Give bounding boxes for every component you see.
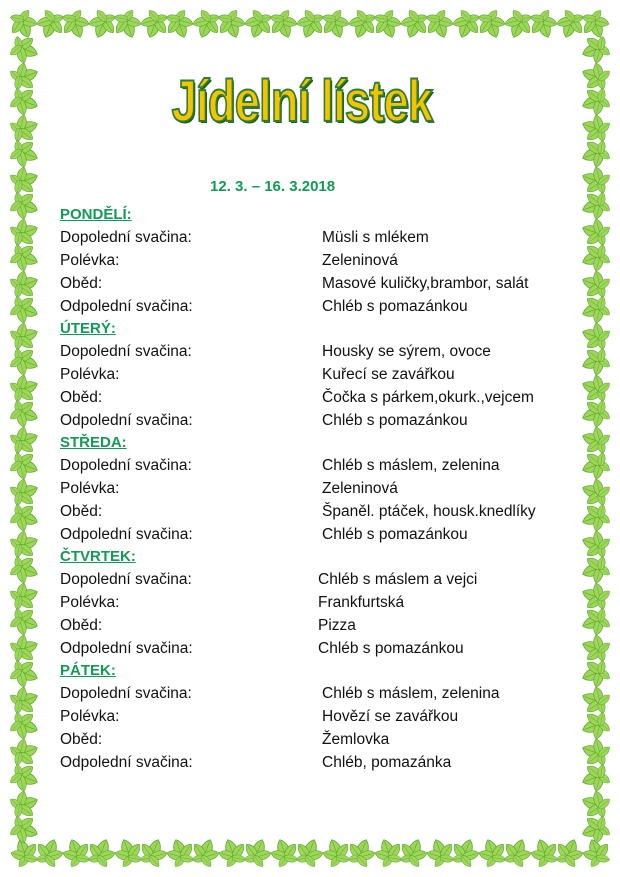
leaf-icon: [524, 10, 562, 43]
leaf-icon: [10, 785, 43, 823]
leaf-icon: [447, 10, 485, 43]
day-heading: PÁTEK:: [60, 662, 116, 679]
menu-row: [60, 340, 570, 363]
leaf-icon: [108, 10, 146, 43]
leaf-icon: [213, 834, 251, 867]
menu-row: [60, 272, 570, 295]
meal-label: Oběd:: [60, 275, 103, 292]
leaf-icon: [472, 10, 510, 43]
menu-row: [60, 614, 570, 637]
leaf-icon: [10, 498, 43, 536]
leaf-icon: [317, 834, 355, 867]
meal-dish: Chléb s máslem, zelenina: [322, 685, 500, 702]
meal-dish: Chléb s máslem, zelenina: [322, 457, 500, 474]
menu-row: [60, 568, 570, 591]
leaf-icon: [238, 834, 276, 867]
leaf-icon: [577, 394, 610, 432]
menu-row: [60, 751, 570, 774]
leaf-icon: [577, 473, 610, 511]
leaf-icon: [577, 186, 610, 224]
menu-row: [60, 386, 570, 409]
leaf-icon: [342, 834, 380, 867]
leaf-icon: [499, 10, 537, 43]
menu-row: [60, 226, 570, 249]
meal-dish: Chléb, pomazánka: [322, 754, 452, 771]
leaf-icon: [31, 10, 69, 43]
meal-label: Polévka:: [60, 480, 120, 497]
leaf-icon: [446, 834, 484, 867]
leaf-icon: [109, 834, 147, 867]
leaf-icon: [10, 681, 43, 719]
leaf-icon: [10, 394, 43, 432]
menu-row: [60, 523, 570, 546]
leaf-icon: [577, 629, 610, 667]
leaf-icon: [498, 834, 536, 867]
meal-dish: Pizza: [318, 617, 356, 634]
meal-dish: Hovězí se zavářkou: [322, 708, 459, 725]
meal-label: Oběd:: [60, 731, 103, 748]
leaf-icon: [577, 134, 610, 172]
leaf-icon: [56, 10, 94, 43]
meal-label: Odpolední svačina:: [60, 298, 193, 315]
menu-row: [60, 728, 570, 751]
leaf-icon: [577, 834, 610, 867]
day-heading: STŘEDA:: [60, 434, 127, 451]
leaf-icon: [10, 213, 43, 251]
leaf-icon: [577, 369, 610, 407]
leaf-icon: [10, 82, 43, 120]
leaf-icon: [10, 473, 43, 511]
leaf-icon: [10, 10, 43, 43]
leaf-icon: [369, 834, 407, 867]
day-heading: ÚTERÝ:: [60, 320, 116, 337]
menu-row: [60, 477, 570, 500]
meal-label: Polévka:: [60, 252, 120, 269]
leaf-icon: [186, 834, 224, 867]
leaf-icon: [10, 602, 43, 640]
leaf-icon: [10, 134, 43, 172]
leaf-icon: [577, 810, 610, 848]
menu-row: [60, 454, 570, 477]
day-tuesday: [60, 318, 570, 432]
leaf-icon: [577, 446, 610, 484]
leaf-icon: [265, 834, 303, 867]
leaf-icon: [577, 342, 610, 380]
meal-dish: Čočka s párkem,okurk.,vejcem: [322, 389, 534, 406]
leaf-icon: [577, 213, 610, 251]
leaf-icon: [10, 369, 43, 407]
meal-dish: Chléb s pomazánkou: [318, 640, 464, 657]
leaf-icon: [160, 10, 198, 43]
meal-dish: Chléb s máslem a vejci: [318, 571, 478, 588]
leaf-icon: [10, 525, 43, 563]
leaf-icon: [577, 577, 610, 615]
leaf-icon: [368, 10, 406, 43]
leaf-icon: [83, 10, 121, 43]
meal-label: Polévka:: [60, 708, 120, 725]
leaf-icon: [239, 10, 277, 43]
meal-label: Dopolední svačina:: [60, 571, 192, 588]
meal-dish: Müsli s mlékem: [322, 229, 429, 246]
leaf-icon: [551, 10, 589, 43]
leaf-icon: [10, 758, 43, 796]
leaf-icon: [10, 577, 43, 615]
leaf-icon: [577, 265, 610, 303]
leaf-border-left: [10, 30, 43, 848]
leaf-icon: [421, 834, 459, 867]
meal-dish: Žemlovka: [322, 731, 390, 748]
leaf-icon: [135, 10, 173, 43]
leaf-icon: [82, 834, 120, 867]
leaf-icon: [10, 57, 43, 95]
meal-dish: Masové kuličky,brambor, salát: [322, 275, 529, 292]
leaf-icon: [10, 446, 43, 484]
leaf-icon: [395, 10, 433, 43]
leaf-icon: [420, 10, 458, 43]
leaf-icon: [161, 834, 199, 867]
meal-label: Dopolední svačina:: [60, 229, 192, 246]
meal-dish: Kuřecí se zavářkou: [322, 366, 455, 383]
meal-label: Dopolední svačina:: [60, 457, 192, 474]
leaf-icon: [10, 550, 43, 588]
leaf-icon: [134, 834, 172, 867]
meal-label: Polévka:: [60, 594, 120, 611]
leaf-icon: [10, 421, 43, 459]
leaf-icon: [577, 290, 610, 328]
leaf-icon: [550, 834, 588, 867]
leaf-border-right: [577, 30, 610, 848]
leaf-icon: [264, 10, 302, 43]
leaf-icon: [577, 681, 610, 719]
meal-dish: Zeleninová: [322, 480, 398, 497]
day-monday: [60, 204, 570, 318]
meal-dish: Chléb s pomazánkou: [322, 298, 468, 315]
menu-row: [60, 409, 570, 432]
leaf-icon: [577, 785, 610, 823]
leaf-icon: [10, 30, 43, 68]
menu-list: [60, 204, 570, 774]
day-heading: ČTVRTEK:: [60, 548, 136, 565]
leaf-icon: [577, 421, 610, 459]
day-friday: [60, 660, 570, 774]
leaf-icon: [57, 834, 95, 867]
meal-label: Odpolední svačina:: [60, 526, 193, 543]
day-heading: PONDĚLÍ:: [60, 206, 132, 223]
meal-label: Polévka:: [60, 366, 120, 383]
leaf-icon: [577, 498, 610, 536]
meal-label: Odpolední svačina:: [60, 412, 193, 429]
leaf-icon: [10, 161, 43, 199]
leaf-icon: [577, 109, 610, 147]
menu-row: [60, 295, 570, 318]
leaf-icon: [577, 706, 610, 744]
meal-dish: Španěl. ptáček, housk.knedlíky: [322, 503, 536, 520]
menu-row: [60, 591, 570, 614]
leaf-icon: [577, 57, 610, 95]
leaf-icon: [577, 733, 610, 771]
leaf-icon: [30, 834, 68, 867]
menu-row: [60, 682, 570, 705]
menu-row: [60, 705, 570, 728]
leaf-icon: [577, 317, 610, 355]
meal-label: Oběd:: [60, 503, 103, 520]
leaf-border-bottom: [10, 834, 610, 867]
leaf-icon: [10, 654, 43, 692]
leaf-icon: [577, 238, 610, 276]
meal-dish: Chléb s pomazánkou: [322, 412, 468, 429]
leaf-icon: [10, 317, 43, 355]
leaf-icon: [10, 290, 43, 328]
leaf-icon: [525, 834, 563, 867]
leaf-icon: [10, 186, 43, 224]
meal-label: Oběd:: [60, 389, 103, 406]
leaf-icon: [187, 10, 225, 43]
leaf-icon: [10, 733, 43, 771]
leaf-icon: [577, 82, 610, 120]
leaf-icon: [10, 238, 43, 276]
leaf-icon: [316, 10, 354, 43]
leaf-icon: [577, 161, 610, 199]
menu-row: [60, 637, 570, 660]
leaf-icon: [10, 109, 43, 147]
leaf-icon: [290, 834, 328, 867]
leaf-icon: [473, 834, 511, 867]
leaf-icon: [577, 758, 610, 796]
meal-label: Odpolední svačina:: [60, 754, 193, 771]
leaf-icon: [577, 525, 610, 563]
meal-label: Oběd:: [60, 617, 103, 634]
day-wednesday: [60, 432, 570, 546]
meal-label: Dopolední svačina:: [60, 685, 192, 702]
menu-row: [60, 500, 570, 523]
meal-dish: Frankfurtská: [318, 594, 405, 611]
leaf-icon: [10, 706, 43, 744]
leaf-icon: [10, 810, 43, 848]
leaf-icon: [394, 834, 432, 867]
leaf-icon: [576, 10, 610, 43]
menu-row: [60, 363, 570, 386]
leaf-icon: [343, 10, 381, 43]
leaf-icon: [10, 342, 43, 380]
leaf-icon: [10, 629, 43, 667]
meal-dish: Housky se sýrem, ovoce: [322, 343, 491, 360]
meal-label: Dopolední svačina:: [60, 343, 192, 360]
date-range: 12. 3. – 16. 3.2018: [210, 178, 336, 195]
leaf-icon: [291, 10, 329, 43]
page-title: Jídelní lístek: [171, 69, 433, 134]
leaf-icon: [577, 550, 610, 588]
leaf-border-top: [10, 10, 610, 43]
day-thursday: [60, 546, 570, 660]
meal-dish: Chléb s pomazánkou: [322, 526, 468, 543]
meal-label: Odpolední svačina:: [60, 640, 193, 657]
meal-dish: Zeleninová: [322, 252, 398, 269]
leaf-icon: [577, 654, 610, 692]
leaf-icon: [577, 30, 610, 68]
leaf-icon: [577, 602, 610, 640]
menu-row: [60, 249, 570, 272]
leaf-icon: [212, 10, 250, 43]
leaf-icon: [10, 265, 43, 303]
leaf-icon: [10, 834, 44, 867]
